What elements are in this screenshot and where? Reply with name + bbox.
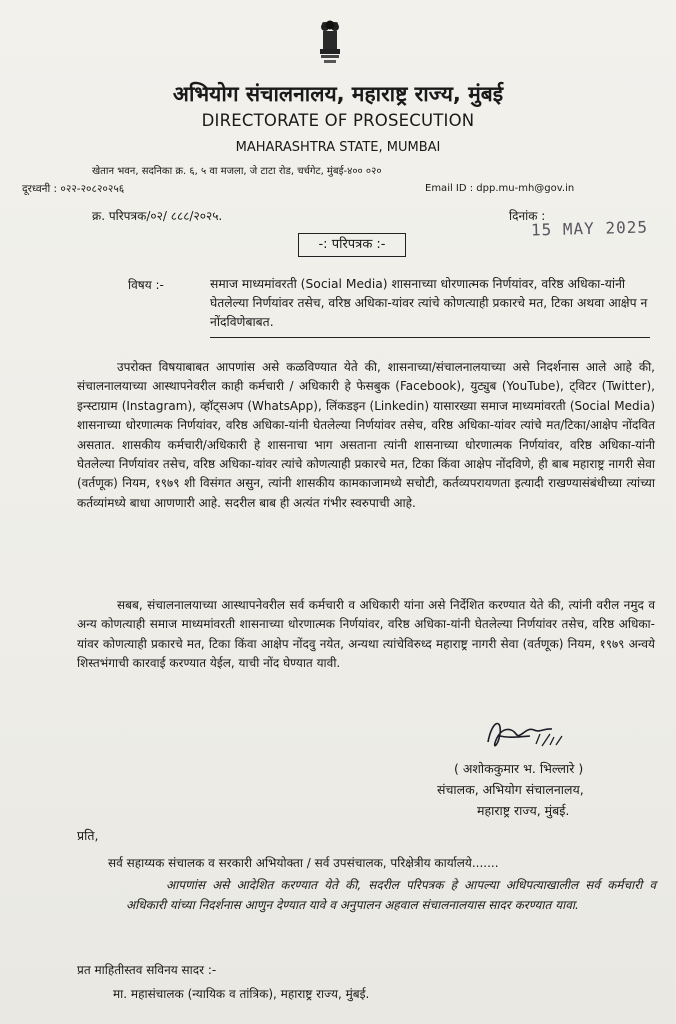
signatory-designation-1: संचालक, अभियोग संचालनालय, xyxy=(437,782,584,797)
letterhead-address: खेतान भवन, सदनिका क्र. ६, ५ वा मजला, जे टाटा रोड, चर्चगेट, मुंबई-४०० ०२० xyxy=(92,166,382,177)
letterhead-title-marathi: अभियोग संचालनालय, महाराष्ट्र राज्य, मुंबई xyxy=(172,82,504,106)
state-emblem-icon xyxy=(313,18,347,68)
circular-heading: -: परिपत्रक :- xyxy=(298,233,406,257)
date-stamp: 15 MAY 2025 xyxy=(530,217,649,240)
reference-number: क्र. परिपत्रक/०२/ ८८८/२०२५. xyxy=(92,209,223,223)
letterhead-phone: दूरध्वनी : ०२२-२०८२०२५६ xyxy=(22,183,125,195)
subject-label: विषय :- xyxy=(128,278,164,292)
body-paragraph-1: उपरोक्त विषयाबाबत आपणांस असे कळविण्यात येते की, शासनाच्या/संचालनालयाच्या असे निदर्शनास आले आहे की, संचालनालयाच्या आस्थापनेवरील काही कर्मचारी / अधिकारी हे फेसबुक (Facebook), युट्युब (YouTube), ट्विटर (Twitter), इन्स्टाग्राम (Instagram), व्हॉट्सअप (WhatsApp), लिंकडइन (Linkedin) यासारख्या समाज माध्यमांवरती (Social Media) शासनाच्या धोरणात्मक निर्णयांवर, वरिष्ठ अधिका-यांनी घेतलेल्या निर्णयांवर तसेच, वरिष्ठ अधिका-यांवर त्यांचे मत/टिका/आक्षेप नोंदवित असतात. शासकीय कर्मचारी/अधिकारी हे शासनाचा भाग असताना त्यांनी शासनाच्या धोरणात्मक निर्णयांवर, वरिष्ठ अधिका-यांनी घेतलेल्या निर्णयांवर तसेच, वरिष्ठ अधिका-यांवर त्यांचे कोणत्याही प्रकारचे मत, टिका किंवा आक्षेप नोंदविणे, ही बाब महाराष्ट्र नागरी सेवा (वर्तणूक) नियम, १९७९ शी विसंगत असुन, त्यांनी शासकीय कामकाजामध्ये सचोटी, कर्तव्यपरायणता इत्यादी राखण्यासंबंधीच्या त्यांच्या कर्तव्यांमध्ये बाधा आणणारी आहे. सदरील बाब ही अत्यंत गंभीर स्वरुपाची आहे. xyxy=(77,360,655,510)
signature-image xyxy=(478,712,573,758)
to-label: प्रति, xyxy=(77,828,99,843)
body-paragraph-2: सबब, संचालनालयाच्या आस्थापनेवरील सर्व कर्मचारी व अधिकारी यांना असे निर्देशित करण्यात येते की, त्यांनी वरील नमुद व अन्य कोणत्याही समाज माध्यमांवरती शासनाच्या धोरणात्मक निर्णयांवर, वरिष्ठ अधिका-यांनी घेतलेल्या निर्णयांवर तसेच, वरिष्ठ अधिका-यांवर कोणत्याही प्रकारचे मत, टिका किंवा आक्षेप नोंदवु नयेत, अन्यथा त्यांचेविरुध्द महाराष्ट्र नागरी सेवा (वर्तणूक) नियम, १९७९ अन्वये शिस्तभंगाची कारवाई करण्यात येईल, याची नोंद घेण्यात यावी. xyxy=(77,598,655,671)
signatory-designation-2: महाराष्ट्र राज्य, मुंबई. xyxy=(477,803,570,818)
copy-recipient: मा. महासंचालक (न्यायिक व तांत्रिक), महाराष्ट्र राज्य, मुंबई. xyxy=(113,987,370,1001)
letterhead-email: Email ID : dpp.mu-mh@gov.in xyxy=(425,183,575,194)
date-label: दिनांक : xyxy=(509,209,546,223)
instruction-text: आपणांस असे आदेशित करण्यात येते की, सदरील परिपत्रक हे आपल्या अधिपत्याखालील सर्व कर्मचारी व अधिकारी यांच्या निदर्शनास आणुन देण्यात यावे व अनुपालन अहवाल संचालनालयास सादर करण्यात यावा. xyxy=(126,878,656,912)
recipients: सर्व सहाय्यक संचालक व सरकारी अभियोक्ता / सर्व उपसंचालक, परिक्षेत्रीय कार्यालये....... xyxy=(108,856,499,870)
letterhead-title-english: DIRECTORATE OF PROSECUTION xyxy=(201,111,475,130)
copy-label: प्रत माहितीस्तव सविनय सादर :- xyxy=(77,963,217,977)
subject-underline xyxy=(210,337,650,338)
subject-text: समाज माध्यमांवरती (Social Media) शासनाच्या धोरणात्मक निर्णयांवर, वरिष्ठ अधिका-यांनी घेतलेल्या निर्णयांवर तसेच, वरिष्ठ अधिका-यांवर त्यांचे कोणत्याही प्रकारचे मत, टिका अथवा आक्षेप न नोंदविणेबाबत. xyxy=(210,277,648,329)
signatory-name: ( अशोककुमार भ. भिल्लारे ) xyxy=(454,761,584,776)
letterhead-state-line: MAHARASHTRA STATE, MUMBAI xyxy=(235,140,441,155)
